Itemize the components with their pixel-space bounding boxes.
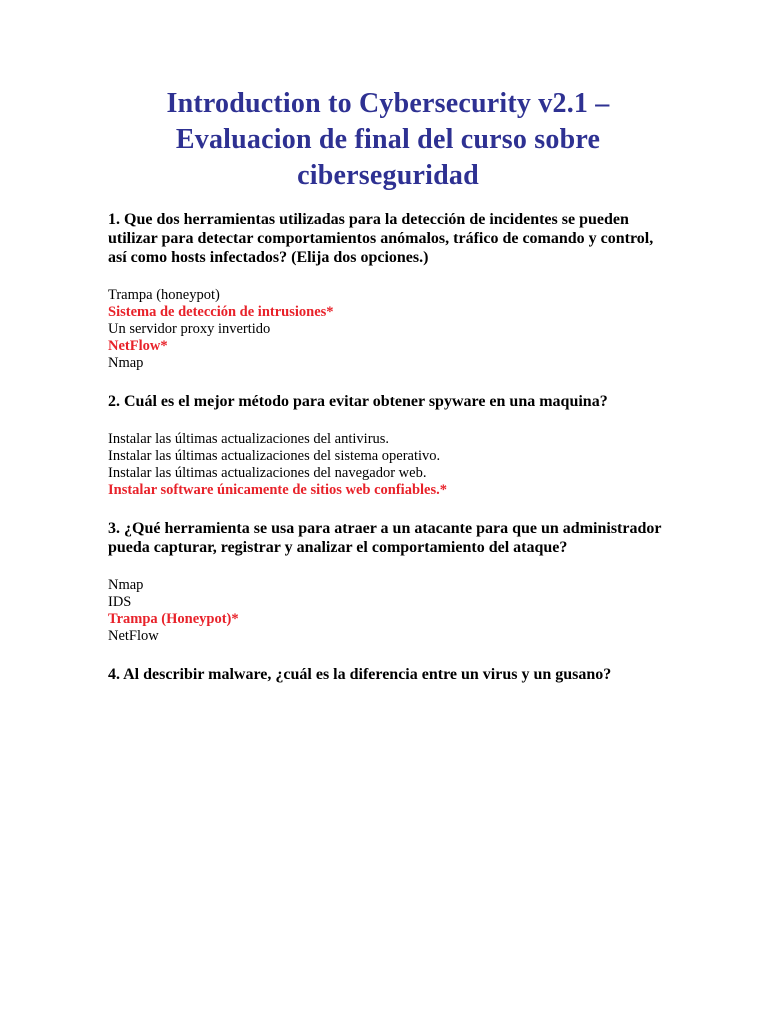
answer-option: Nmap — [108, 577, 144, 593]
correct-answer-option: Trampa (Honeypot)* — [108, 611, 239, 627]
question-1 — [108, 210, 668, 372]
question-2-options — [108, 431, 668, 499]
title-line-1: Introduction to Cybersecurity v2.1 – — [166, 88, 610, 119]
document-page — [108, 86, 668, 704]
answer-option: Trampa (honeypot) — [108, 287, 220, 303]
answer-option: NetFlow — [108, 628, 159, 644]
answer-option: IDS — [108, 594, 132, 610]
page-title — [108, 86, 668, 194]
answer-option: Instalar las últimas actualizaciones del sistema operativo. — [108, 448, 441, 464]
title-line-2: Evaluacion de final del curso sobre — [175, 124, 601, 155]
correct-answer-option: Instalar software únicamente de sitios web confiables.* — [108, 482, 447, 498]
question-4 — [108, 665, 668, 684]
answer-option: Instalar las últimas actualizaciones del navegador web. — [108, 465, 427, 481]
question-1-options — [108, 287, 668, 372]
title-line-3: ciberseguridad — [297, 160, 479, 191]
answer-option: Nmap — [108, 355, 144, 371]
answer-option: Instalar las últimas actualizaciones del antivirus. — [108, 431, 390, 447]
correct-answer-option: NetFlow* — [108, 338, 168, 354]
answer-option: Un servidor proxy invertido — [108, 321, 271, 337]
question-4-text: 4. Al describir malware, ¿cuál es la diferencia entre un virus y un gusano? — [108, 666, 612, 683]
question-1-text: 1. Que dos herramientas utilizadas para la detección de incidentes se pueden utilizar para detectar comportamientos anómalos, tráfico de comando y control, así como hosts infectados? (Elija dos opciones.) — [108, 211, 654, 266]
question-2-text: 2. Cuál es el mejor método para evitar obtener spyware en una maquina? — [108, 393, 608, 410]
correct-answer-option: Sistema de detección de intrusiones* — [108, 304, 334, 320]
question-3 — [108, 519, 668, 645]
question-2 — [108, 392, 668, 499]
question-3-text: 3. ¿Qué herramienta se usa para atraer a un atacante para que un administrador pueda capturar, registrar y analizar el comportamiento del ataque? — [108, 520, 662, 556]
question-3-options — [108, 577, 668, 645]
